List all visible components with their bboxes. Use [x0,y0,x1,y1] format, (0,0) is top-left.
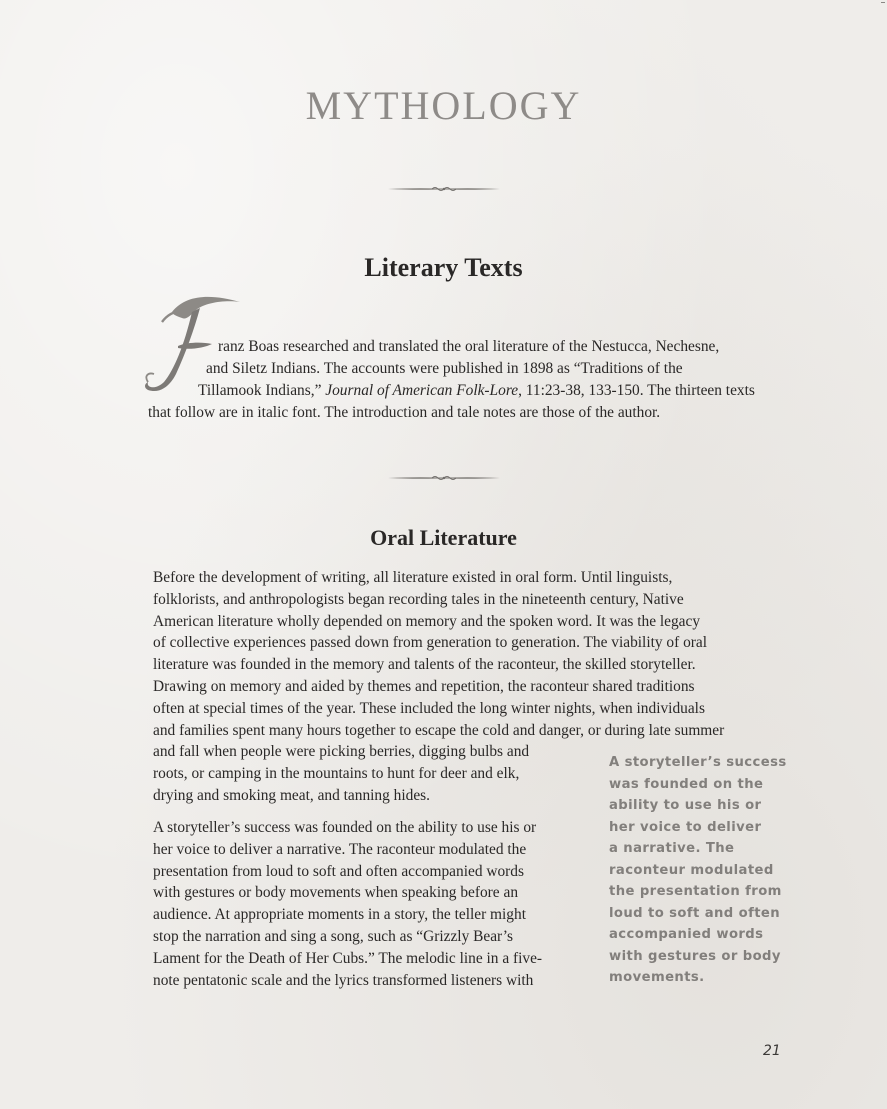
body-line: stop the narration and sing a song, such as “Grizzly Bear’s [153,927,514,945]
ornament-icon [386,184,502,194]
intro-line: that follow are in italic font. The introduction and tale notes are those of the author. [148,404,661,421]
body-line: her voice to deliver a narrative. The raconteur modulated the [153,840,527,858]
intro-line: and Siletz Indians. The accounts were published in 1898 as “Traditions of the [206,360,683,377]
body-line: and fall when people were picking berries, digging bulbs and [153,743,530,761]
pull-quote [609,752,789,989]
body-line: American literature wholly depended on memory and the spoken word. It was the legacy [153,612,701,630]
pull-quote-line: with gestures or body [609,948,781,964]
body-line: roots, or camping in the mountains to hunt for deer and elk, [153,765,520,783]
body-line: and families spent many hours together to escape the cold and danger, or during late summer [153,721,725,739]
intro-text: , 11:23-38, 133-150. The thirteen texts [518,382,755,399]
body-line: presentation from loud to soft and often accompanied words [153,862,524,880]
divider-ornament [0,470,887,488]
body-line: Before the development of writing, all literature existed in oral form. Until linguists, [153,569,673,586]
intro-paragraph [148,336,768,424]
body-line: audience. At appropriate moments in a story, the teller might [153,906,526,924]
pull-quote-line: the presentation from [609,884,782,899]
intro-text: Tillamook Indians,” [198,382,322,399]
pull-quote-line: loud to soft and often [609,905,781,921]
pull-quote-line: ability to use his or [609,798,762,813]
page-number: 21 [763,1043,781,1059]
body-line: with gestures or body movements when speaking before an [153,884,519,902]
pull-quote-line: raconteur modulated [609,862,774,878]
intro-line: ranz Boas researched and translated the oral literature of the Nestucca, Nechesne, [218,338,720,355]
journal-title: Journal of American Folk-Lore [325,382,519,399]
divider-ornament [0,181,887,199]
body-line: A storyteller’s success was founded on the ability to use his or [153,819,537,836]
body-paragraph-2 [153,817,542,991]
body-line: folklorists, and anthropologists began recording tales in the nineteenth century, Native [153,590,684,608]
body-line: Drawing on memory and aided by themes and repetition, the raconteur shared traditions [153,677,695,695]
pull-quote-line: A storyteller’s success [609,755,787,770]
pull-quote-line: movements. [609,970,705,985]
body-line: of collective experiences passed down from generation to generation. The viability of oral [153,634,708,652]
body-line: often at special times of the year. These included the long winter nights, when individuals [153,699,705,717]
intro-line [148,380,768,402]
body-line: note pentatonic scale and the lyrics transformed listeners with [153,971,534,989]
pull-quote-line: was founded on the [609,776,764,792]
running-head: MYTHOLOGY [305,83,582,128]
pull-quote-line: a narrative. The [609,841,735,856]
body-line: Lament for the Death of Her Cubs.” The melodic line in a five- [153,949,543,967]
corner-mark [881,2,885,3]
body-line: drying and smoking meat, and tanning hides. [153,786,430,804]
pull-quote-line: her voice to deliver [609,819,762,835]
pull-quote-line: accompanied words [609,927,764,942]
body-line: literature was founded in the memory and talents of the raconteur, the skilled storyteller. [153,656,696,674]
section-heading-literary-texts: Literary Texts [364,253,523,282]
section-heading-oral-literature: Oral Literature [370,525,517,550]
ornament-icon [386,473,502,483]
